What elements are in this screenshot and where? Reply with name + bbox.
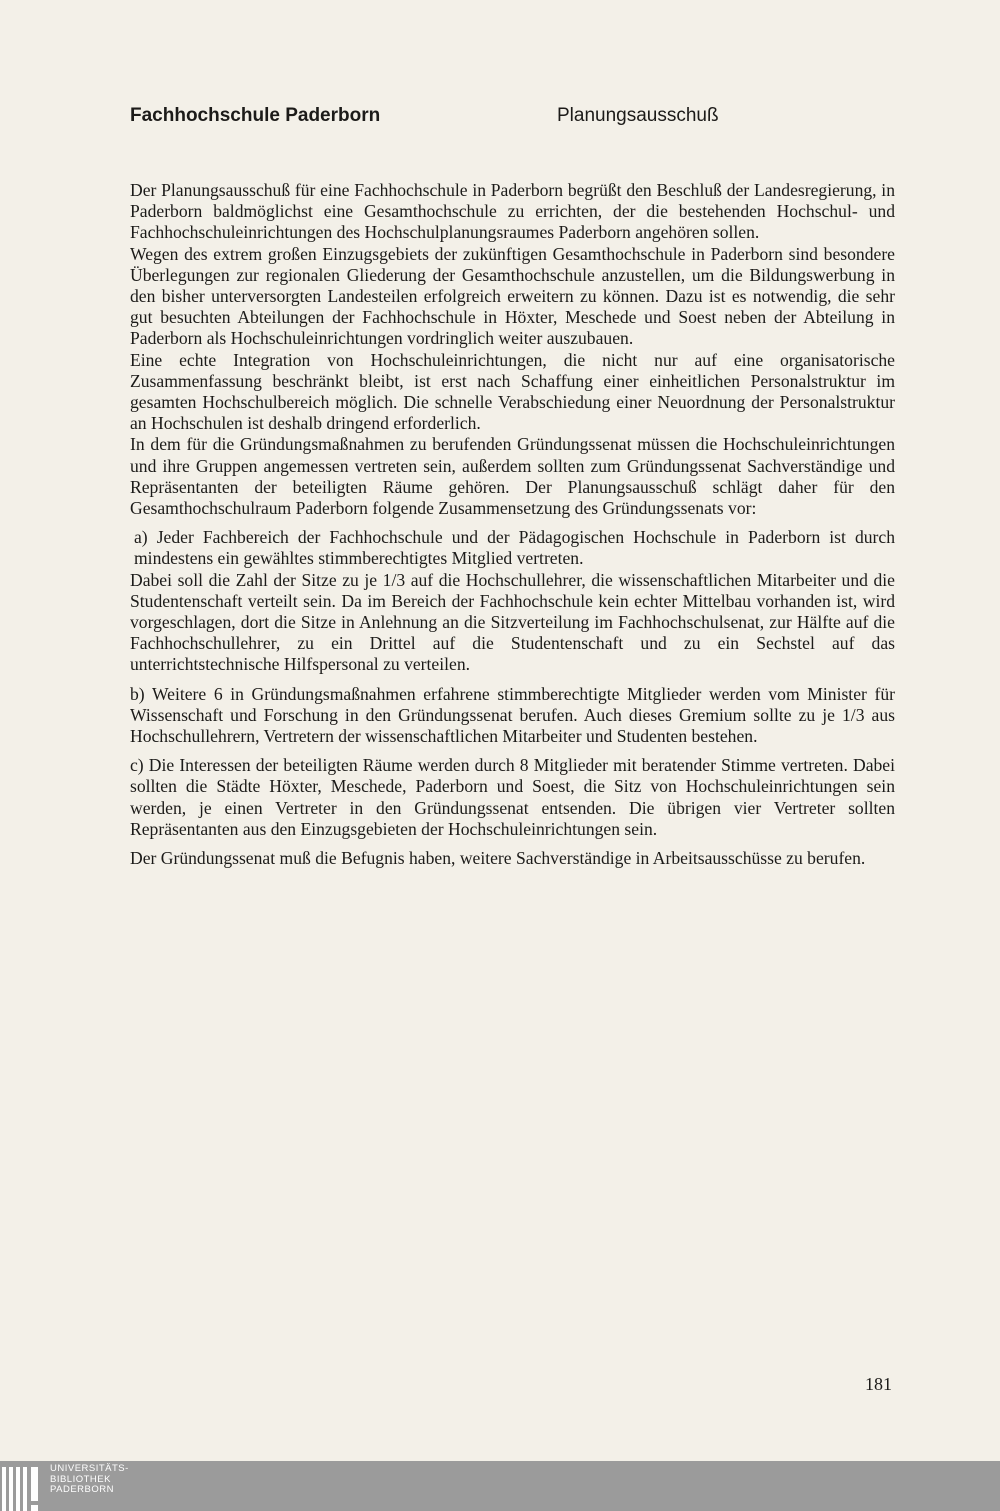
library-name-line: UNIVERSITÄTS- bbox=[50, 1463, 129, 1474]
paragraph: Dabei soll die Zahl der Sitze zu je 1/3 auf die Hochschullehrer, die wissenschaftlichen Mitarbeiter und die Studentenschaft verteilt sein. Da im Bereich der Fachhochschule kein echter Mittelbau vorhanden ist, wird vorgeschlagen, dort die Sitze in Anlehnung an die Sitzverteilung im Fachhochschulsenat, zur Hälfte auf die Fachhochschullehrer, zu ein Drittel auf die Studentenschaft und zu ein Sechstel auf das unterrichtstechnische Hilfspersonal zu verteilen. bbox=[130, 569, 895, 675]
library-footer bbox=[0, 1461, 1000, 1511]
paragraph: Der Planungsausschuß für eine Fachhochschule in Paderborn begrüßt den Beschluß der Landesregierung, in Paderborn baldmöglichst eine Gesamthochschule zu errichten, der die bestehenden Hochschul- und Fachhochschuleinrichtungen des Hochschulplanungsraumes Paderborn angehören sollen. bbox=[130, 180, 895, 243]
page-number: 181 bbox=[865, 1374, 892, 1394]
paragraph: Eine echte Integration von Hochschuleinrichtungen, die nicht nur auf eine organisatorische Zusammenfassung beschränkt bleibt, ist erst nach Schaffung einer einheitlichen Personalstruktur im gesamten Hochschulbereich möglich. Die schnelle Verabschiedung einer Neuordnung der Personalstruktur an Hochschulen ist deshalb dringend erforderlich. bbox=[130, 349, 895, 434]
library-name-line: BIBLIOTHEK bbox=[50, 1473, 111, 1485]
list-item-a: a) Jeder Fachbereich der Fachhochschule und der Pädagogischen Hochschule in Paderborn ist durch mindestens ein gewähltes stimmberechtigtes Mitglied vertreten. bbox=[134, 527, 895, 569]
library-name-line: PADERBORN bbox=[50, 1484, 114, 1495]
paragraph: Wegen des extrem großen Einzugsgebiets der zukünftigen Gesamthochschule in Paderborn sind besondere Überlegungen zur regionalen Gliederung der Gesamthochschule anzustellen, um die Bildungswerbung in den bisher unterversorgten Landesteilen erfolgreich erweitern zu können. Dazu ist es notwendig, die sehr gut besuchten Abteilungen der Fachhochschule in Höxter, Meschede und Soest neben der Abteilung in Paderborn als Hochschuleinrichtungen vordringlich weiter auszubauen. bbox=[130, 243, 895, 349]
paragraph: Der Gründungssenat muß die Befugnis haben, weitere Sachverständige in Arbeitsausschüsse zu berufen. bbox=[130, 848, 866, 869]
body-text bbox=[130, 180, 895, 869]
paragraph: In dem für die Gründungsmaßnahmen zu berufenden Gründungssenat müssen die Hochschuleinrichtungen und ihre Gruppen angemessen vertreten sein, außerdem sollten zum Gründungssenat Sachverständige und Repräsentanten der beteiligten Räume gehören. Der Planungsausschuß schlägt daher für den Gesamthochschulraum Paderborn folgende Zusammensetzung des Gründungssenats vor: bbox=[130, 434, 895, 519]
header-institution: Fachhochschule Paderborn bbox=[130, 105, 381, 126]
header-committee: Planungsausschuß bbox=[557, 105, 719, 126]
library-name bbox=[50, 1464, 129, 1496]
list-item-c: c) Die Interessen der beteiligten Räume werden durch 8 Mitglieder mit beratender Stimme vertreten. Dabei sollten die Städte Höxter, Meschede, Paderborn und Soest, die Sitz von Hochschuleinrichtungen sein werden, je einen Vertreter in den Gründungssenat entsenden. Die übrigen vier Vertreter sollten Repräsentanten aus den Einzugsgebieten der Hochschuleinrichtungen sein. bbox=[130, 755, 895, 839]
list-item-b: b) Weitere 6 in Gründungsmaßnahmen erfahrene stimmberechtigte Mitglieder werden vom Minister für Wissenschaft und Forschung in den Gründungssenat berufen. Auch dieses Gremium sollte zu je 1/3 aus Hochschullehrern, Vertretern der wissenschaftlichen Mitarbeiter und Studenten bestehen. bbox=[130, 683, 895, 747]
